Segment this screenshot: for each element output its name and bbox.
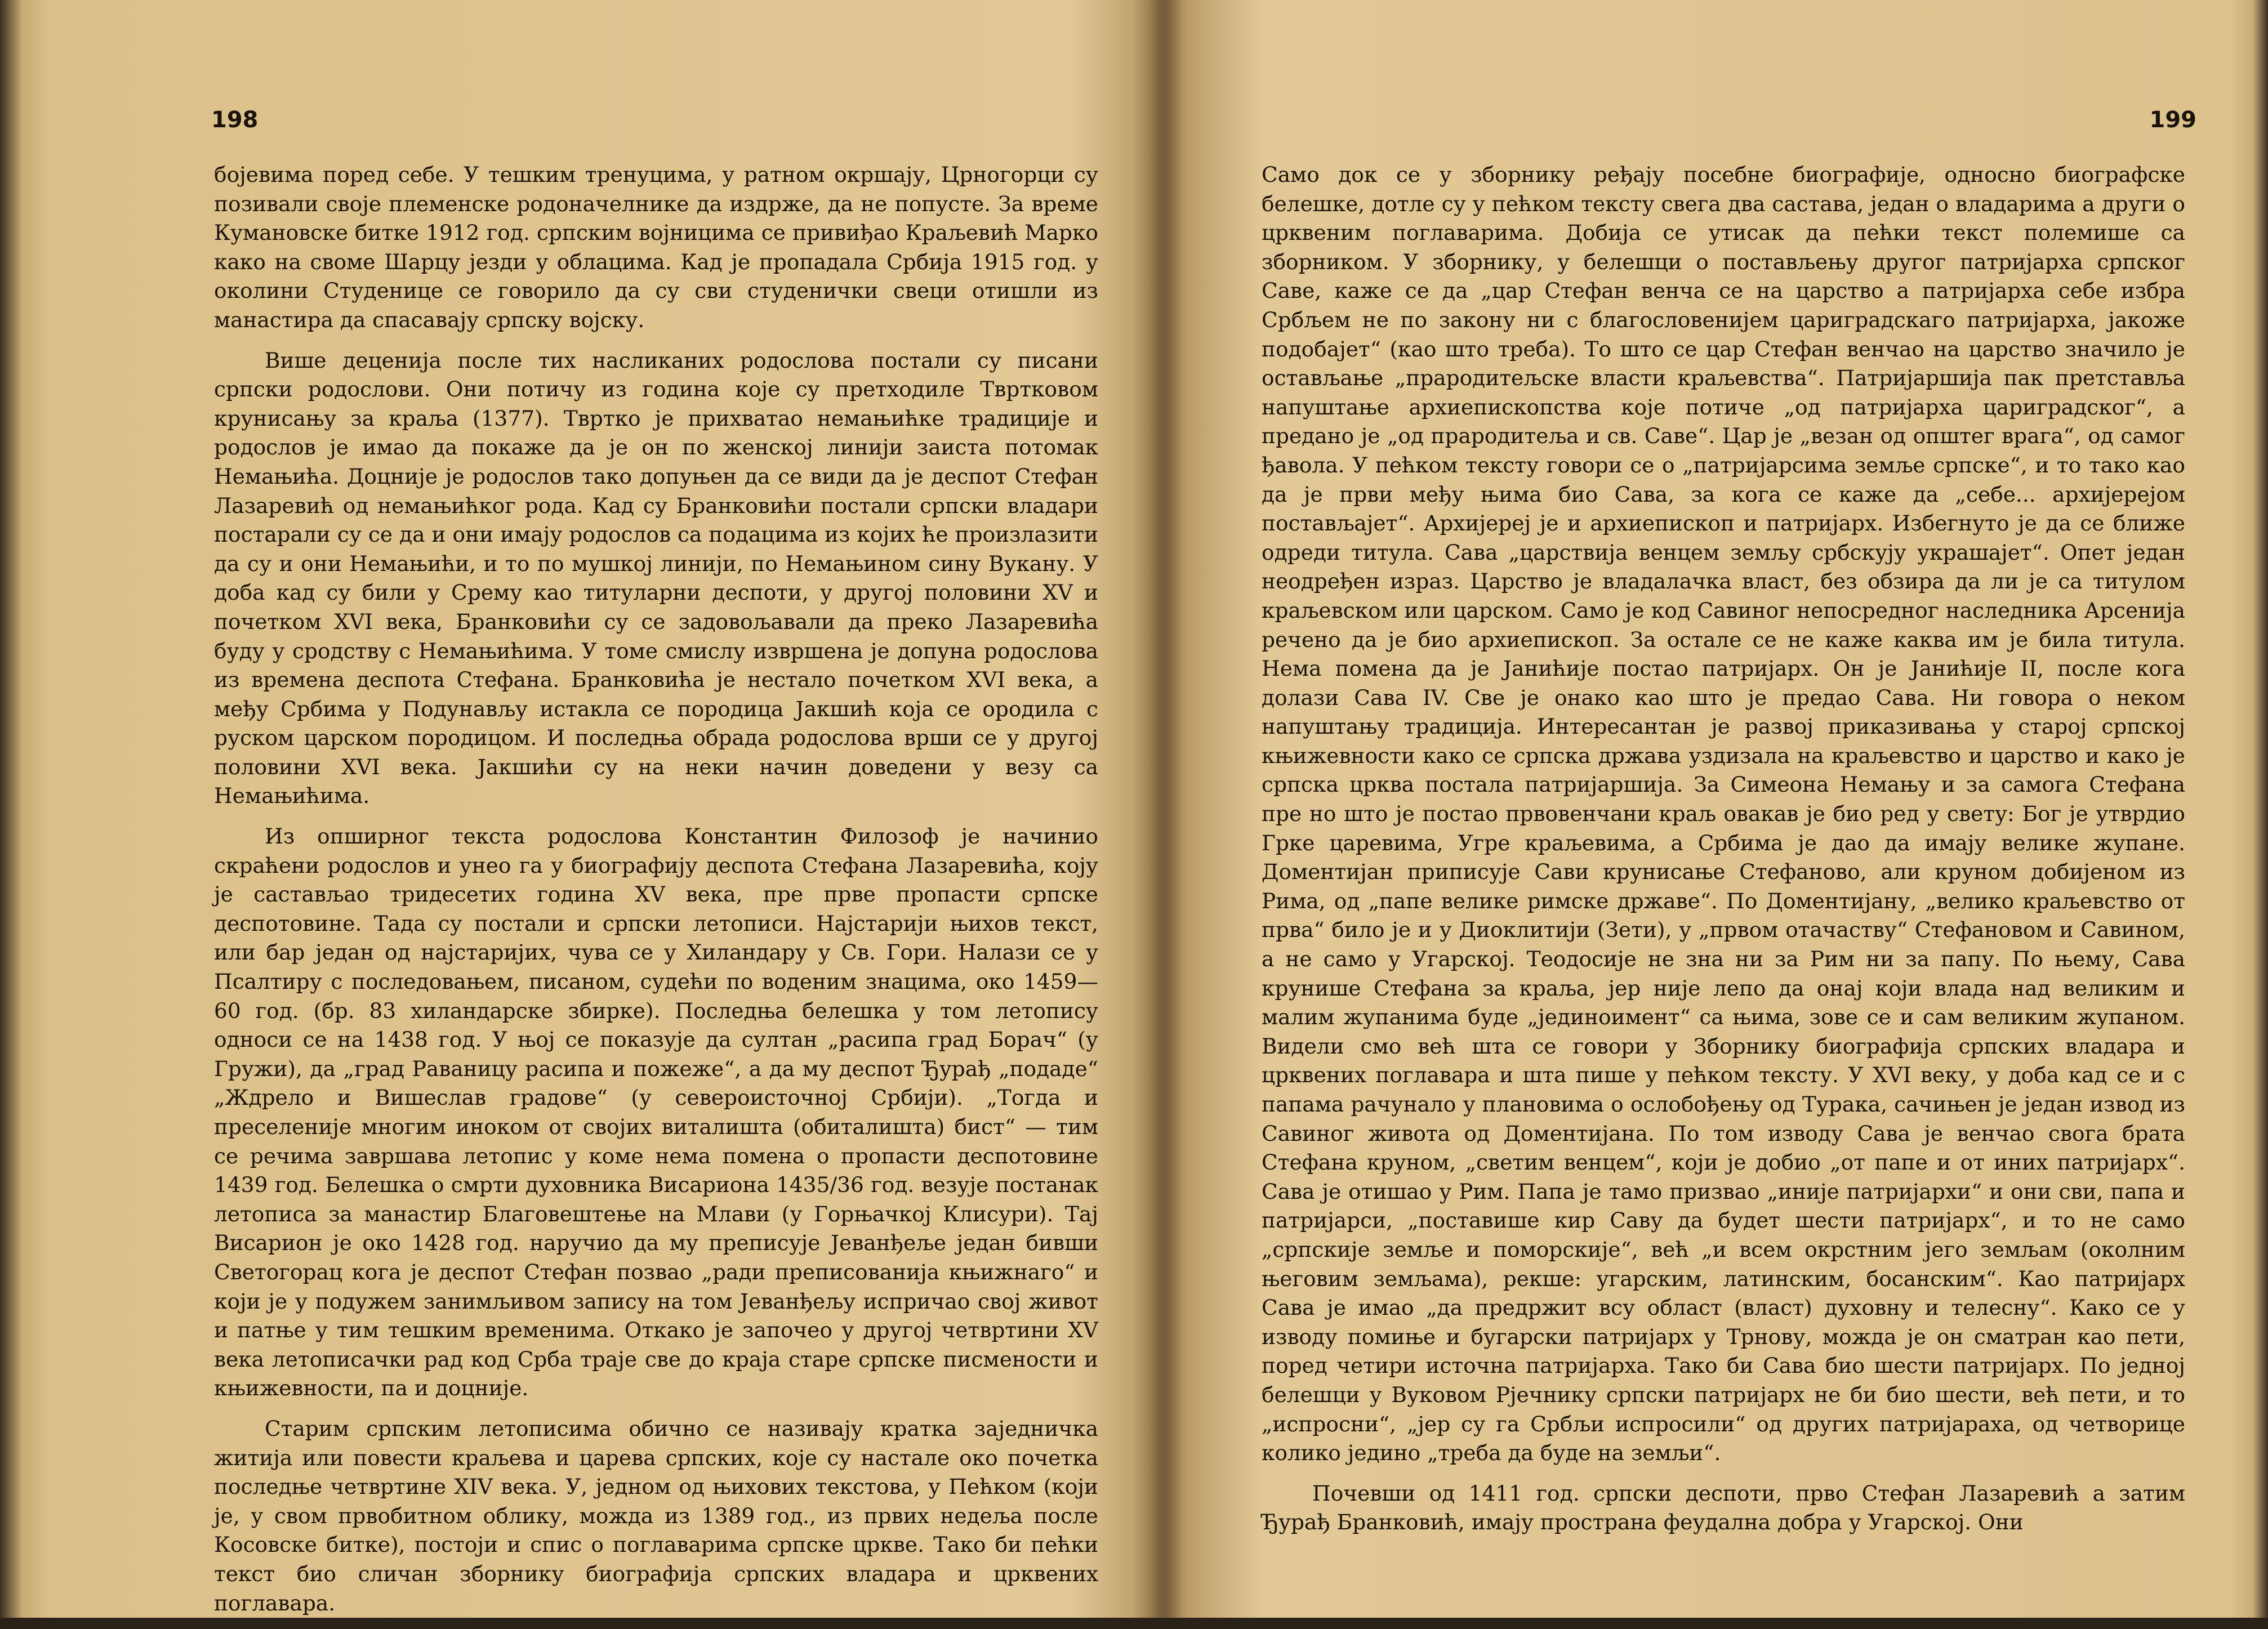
right-page: [1171, 0, 2242, 1618]
paragraph: Више деценија после тих насликаних родослова постали су писани српски родослови. Они потичу из година које су претходиле Твртковом крунисању за краља (1377). Твртко је прихватао немањићке традиције и родослов је имао да покаже да је он по женској линији заиста потомак Немањића. Доцније је родослов тако допуњен да се види да је деспот Стефан Лазаревић од немањићког рода. Кад су Бранковићи постали српски владари постарали су се да и они имају родослов са подацима из којих ће произлазити да су и они Немањићи, и то по мушкој линији, по Немањином сину Вукану. У доба кад су били у Срему као титуларни деспоти, у другој половини XV и почетком XVI века, Бранковићи су се задовољавали да преко Лазаревића буду у сродству с Немањићима. У томе смислу извршена је допуна родослова из времена деспота Стефана. Бранковића је нестало почетком XVI века, а међу Србима у Подунављу истакла се породица Јакшић која се ородила с руском царском породицом. И последња обрада родослова врши се у другој половини XVI века. Јакшићи су на неки начин доведени у везу са Немањићима.: [214, 347, 1098, 809]
paragraph: Само док се у зборнику ређају посебне биографије, односно биографске белешке, дотле су у пећком тексту свега два састава, један о владарима а други о црквеним поглаварима. Добија се утисак да пећки текст полемише са зборником. У зборнику, у белешци о постављењу другог патријарха српског Саве, каже се да „цар Стефан венча се на царство а патријарха себе избра Србљем не по закону ни с благословенијем цариградскаго патријарха, јакоже подобајет“ (као што треба). То што се цар Стефан венчао на царство значило је остављање „прародитељске власти краљевства“. Патријаршија пак претставља напуштање архиепископства које потиче „од патријарха цариградског“, а предано је „од прародитеља и св. Саве“. Цар је „везан од општег врага“, од самог ђавола. У пећком тексту говори се о „патријарсима земље српске“, и то тако као да је први међу њима био Сава, за кога се каже да „себе... архијерејом постављајет“. Архијереј је и архиепископ и патријарх. Избегнуто је да се ближе одреди титула. Сава „царствија венцем земљу србскују украшајет“. Опет један неодређен израз. Царство је владалачка власт, без обзира да ли је са титулом краљевском или царском. Само је код Савиног непосредног наследника Арсенија речено да је био архиепископ. За остале се не каже каква им је била титула. Нема помена да је Јанићије постао патријарх. Он је Јанићије II, после кога долази Сава IV. Све је онако као што је предао Сава. Ни говора о неком напуштању традиција. Интересантан је развој приказивања у старој српској књижевности како се српска држава уздизала на краљевство и царство и како је српска црква постала патријаршија. За Симеона Немању и за самога Стефана пре но што је постао првовенчани краљ овакав је био ред у свету: Бог је утврдио Грке царевима, Угре краљевима, а Србима је дао да имају велике жупане. Доментијан приписује Сави крунисање Стефаново, али круном добијеном из Рима, од „папе велике римске државе“. По Доментијану, „велико краљевство от прва“ било је и у Диоклитији (Зети), у „првом отачаству“ Стефановом и Савином, а не само у Угарској. Теодосије не зна ни за Рим ни за папу. По њему, Сава крунише Стефана за краља, јер није лепо да онај који влада над великим и малим жупанима буде „јединоимент“ са њима, зове се и сам великим жупаном. Видели смо већ шта се говори у Зборнику биографија српских владара и црквених поглавара и шта пише у пећком тексту. У XVI веку, у доба кад се и с папама рачунало у плановима о ослобођењу од Турака, сачињен је један извод из Савиног живота од Доментијана. По том изводу Сава је венчао свога брата Стефана круном, „светим венцем“, који је добио „от папе и от иних патријарх“. Сава је отишао у Рим. Папа је тамо призвао „иније патријархи“ и они сви, папа и патријарси, „поставише кир Саву да будет шести патријарх“, и то не само „српскије земље и поморскије“, већ „и всем окрстним јего земљам (околним његовим земљама), рекше: угарским, латинским, босанским“. Као патријарх Сава је имао „да предржит всу област (власт) духовну и телесну“. Како се у изводу помиње и бугарски патријарх у Трнову, можда је он сматран као пети, поред четири источна патријарха. Тако би Сава био шести патријарх. По једној белешци у Вуковом Рјечнику српски патријарх не би био шести, већ пети, и то „испросни“, „јер су га Србљи испросили“ од других патријараха, од четворице колико једино „треба да буде на земљи“.: [1262, 162, 2185, 1466]
page-number: 199: [2149, 107, 2196, 133]
paragraph: бојевима поред себе. У тешким тренуцима, у ратном окршају, Црногорци су позивали своје племенске родоначелнике да издрже, да не попусте. За време Кумановске битке 1912 год. српским војницима се привиђао Краљевић Марко како на своме Шарцу језди у облацима. Кад је пропадала Србија 1915 год. у околини Студенице се говорило да су сви студенички свеци отишли из манастира да спасавају српску војску.: [214, 162, 1098, 332]
page-number: 198: [211, 107, 259, 133]
paragraph: Из опширног текста родослова Константин Филозоф је начинио скраћени родослов и унео га у биографију деспота Стефана Лазаревића, коју је састављао тридесетих година XV века, пре прве пропасти српске деспотовине. Тада су постали и српски летописи. Најстарији њихов текст, или бар један од најстаријих, чува се у Хиландару у Св. Гори. Налази се у Псалтиру с последовањем, писаном, судећи по воденим знацима, око 1459—60 год. (бр. 83 хиландарске збирке). Последња белешка у том летопису односи се на 1438 год. У њој се показује да султан „расипа град Борач“ (у Гружи), да „град Раваницу расипа и пожеже“, а да му деспот Ђурађ „подаде“ „Ждрело и Вишеслав градове“ (у североисточној Србији). „Тогда и преселеније многим иноком от својих виталишта (обиталишта) бист“ — тим се речима завршава летопис у коме нема помена о пропасти деспотовине 1439 год. Белешка о смрти духовника Висариона 1435/36 год. везује постанак летописа за манастир Благовештење на Млави (у Горњачкој Клисури). Тај Висарион је око 1428 год. наручио да му преписује Јеванђеље један бивши Светогорац кога је деспот Стефан позвао „ради преписованија књижнаго“ и који је у подужем занимљивом запису на том Јеванђељу испричао свој живот и патње у тим тешким временима. Откако је започео у другој четвртини XV века летописачки рад код Срба траје све до краја старе српске писмености и књижевности, па и доцније.: [214, 824, 1098, 1401]
left-page: [34, 0, 1149, 1618]
body-text: [214, 160, 1098, 1629]
paragraph: Старим српским летописима обично се називају кратка заједничка житија или повести краљева и царева српских, које су настале око почетка последње четвртине XIV века. У, једном од њихових текстова, у Пећком (који је, у свом првобитном облику, можда из 1389 год., из првих недеља после Косовске битке), постоји и спис о поглаварима српске цркве. Тако би пећки текст био сличан зборнику биографија српских владара и црквених поглавара.: [214, 1416, 1098, 1615]
body-text: [1262, 160, 2185, 1548]
paragraph: Почевши од 1411 год. српски деспоти, прво Стефан Лазаревић а затим Ђурађ Бранковић, имају пространа феудална добра у Угарској. Они: [1262, 1480, 2185, 1535]
